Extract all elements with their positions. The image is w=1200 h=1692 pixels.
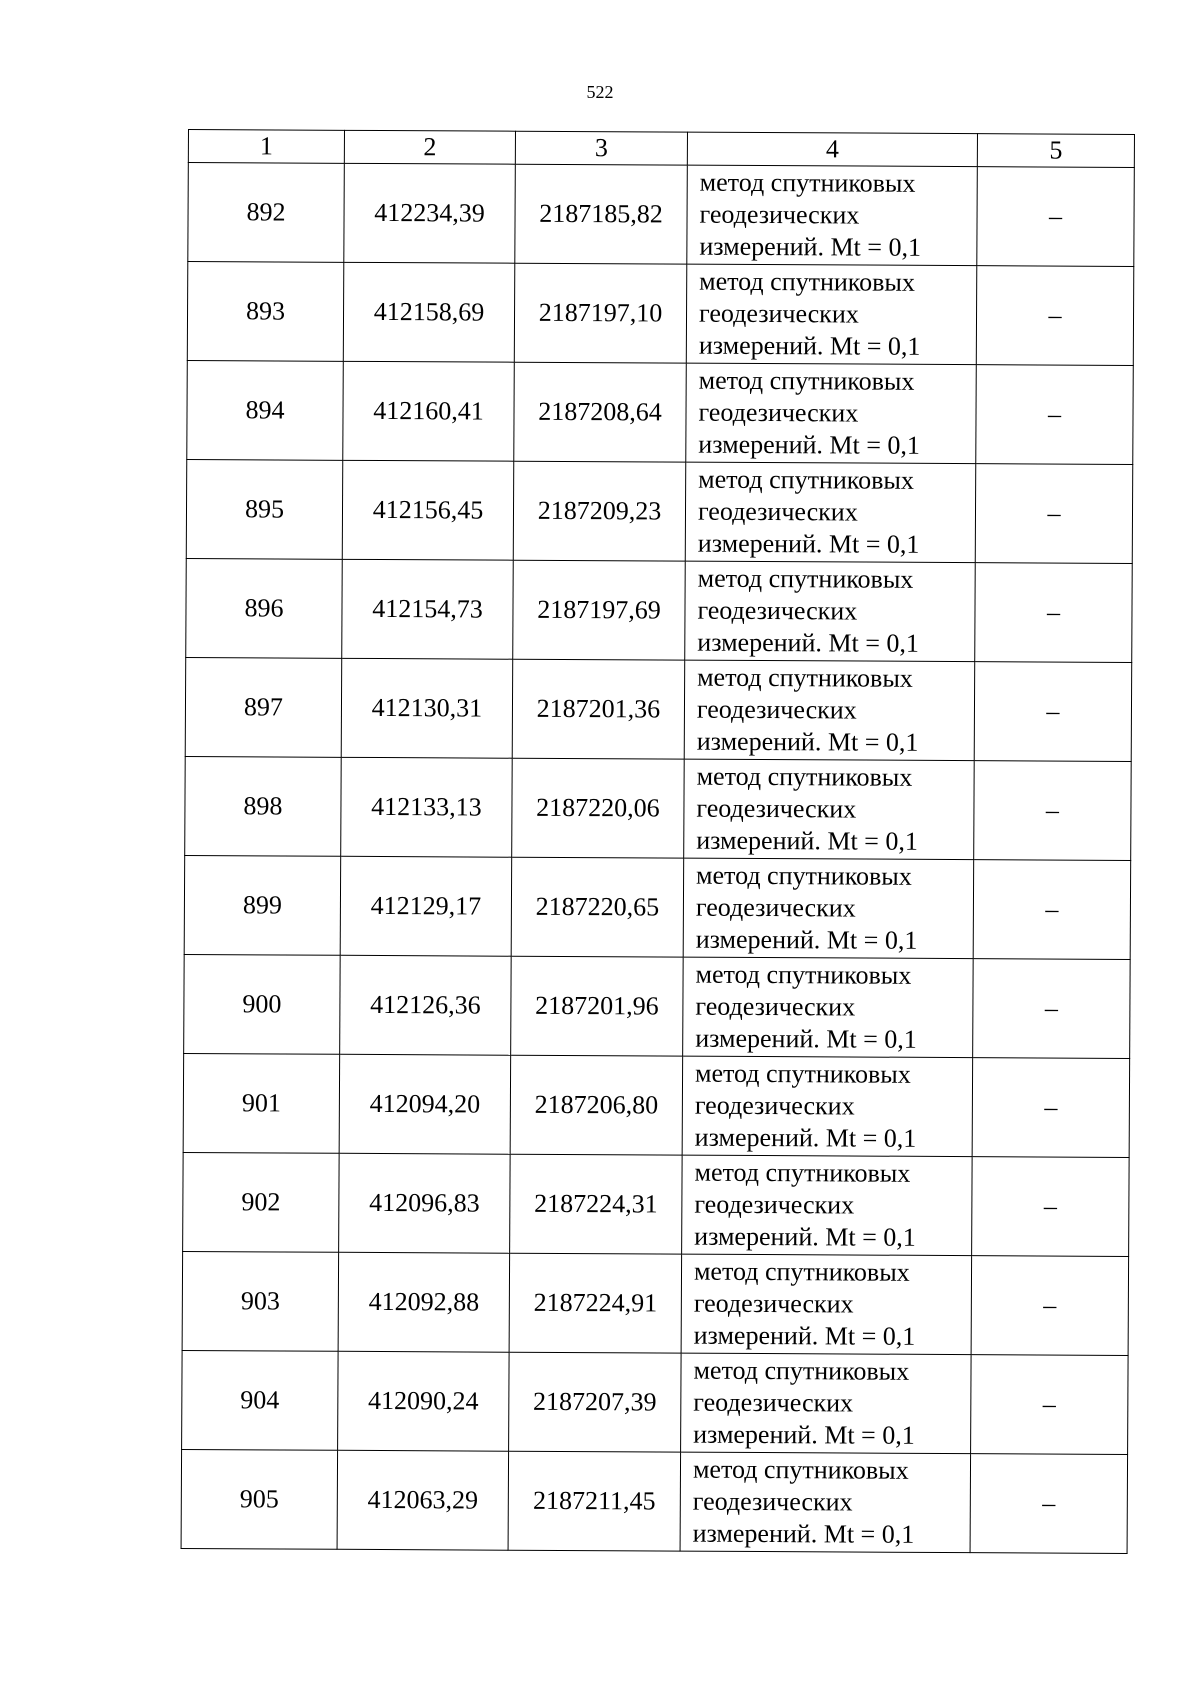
point-number-cell: 905 — [181, 1449, 338, 1549]
x-coordinate-cell: 412126,36 — [340, 955, 512, 1055]
x-coordinate-cell: 412063,29 — [337, 1450, 509, 1550]
method-line: измерений. Mt = 0,1 — [694, 1221, 916, 1252]
x-coordinate-cell: 412092,88 — [338, 1252, 510, 1352]
method-line: измерений. Mt = 0,1 — [698, 330, 921, 361]
method-line: метод спутниковых — [698, 464, 914, 495]
y-coordinate-cell: 2187224,91 — [509, 1253, 682, 1353]
method-line: измерений. Mt = 0,1 — [696, 726, 919, 757]
method-cell — [681, 1254, 972, 1355]
point-number-cell: 894 — [187, 360, 344, 460]
y-coordinate-cell: 2187197,69 — [513, 560, 686, 660]
method-line: измерений. Mt = 0,1 — [693, 1419, 915, 1450]
method-line: геодезических — [692, 1486, 853, 1517]
x-coordinate-cell: 412130,31 — [341, 658, 513, 758]
method-line: измерений. Mt = 0,1 — [697, 627, 920, 658]
x-coordinate-cell: 412129,17 — [340, 856, 512, 956]
method-line: геодезических — [695, 991, 856, 1022]
method-line: метод спутниковых — [695, 959, 912, 990]
note-cell: – — [970, 1454, 1128, 1554]
method-line: метод спутниковых — [699, 167, 916, 198]
x-coordinate-cell: 412234,39 — [344, 163, 516, 263]
note-cell: – — [975, 464, 1133, 564]
y-coordinate-cell: 2187220,65 — [511, 857, 684, 957]
header-row — [188, 130, 1134, 168]
x-coordinate-cell: 412156,45 — [342, 460, 514, 560]
table-row — [188, 163, 1135, 267]
method-line: метод спутниковых — [697, 662, 913, 693]
y-coordinate-cell: 2187197,10 — [514, 263, 687, 363]
point-number-cell: 902 — [183, 1152, 340, 1252]
y-coordinate-cell: 2187211,45 — [508, 1451, 681, 1551]
column-header: 4 — [687, 132, 977, 167]
method-line: геодезических — [699, 199, 860, 230]
point-number-cell: 897 — [185, 657, 342, 757]
method-line: метод спутниковых — [693, 1355, 910, 1386]
note-cell: – — [971, 1355, 1129, 1455]
y-coordinate-cell: 2187201,96 — [511, 956, 684, 1056]
note-cell: – — [975, 563, 1133, 663]
x-coordinate-cell: 412160,41 — [343, 361, 515, 461]
method-line: геодезических — [698, 397, 859, 428]
method-line: геодезических — [696, 694, 857, 725]
y-coordinate-cell: 2187209,23 — [513, 461, 686, 561]
method-line: измерений. Mt = 0,1 — [695, 924, 918, 955]
method-cell — [686, 363, 977, 464]
column-header: 2 — [344, 130, 515, 164]
note-cell: – — [972, 1157, 1130, 1257]
table-row — [183, 1053, 1130, 1157]
method-line: метод спутниковых — [699, 266, 915, 297]
point-number-cell: 892 — [188, 163, 345, 263]
table-row — [185, 756, 1132, 860]
note-cell: – — [976, 266, 1134, 366]
method-line: измерений. Mt = 0,1 — [695, 1023, 917, 1054]
method-cell — [687, 165, 978, 266]
method-line: метод спутниковых — [693, 1256, 910, 1287]
point-number-cell: 904 — [182, 1350, 339, 1450]
note-cell: – — [971, 1256, 1129, 1356]
x-coordinate-cell: 412154,73 — [342, 559, 514, 659]
method-line: измерений. Mt = 0,1 — [693, 1320, 916, 1351]
x-coordinate-cell: 412094,20 — [339, 1054, 511, 1154]
coordinates-table — [181, 129, 1135, 1554]
table-row — [183, 1152, 1130, 1256]
method-line: измерений. Mt = 0,1 — [696, 825, 918, 856]
method-line: измерений. Mt = 0,1 — [699, 231, 922, 262]
y-coordinate-cell: 2187206,80 — [510, 1055, 683, 1155]
x-coordinate-cell: 412133,13 — [341, 757, 513, 857]
table-row — [184, 954, 1131, 1058]
method-cell — [683, 957, 974, 1058]
y-coordinate-cell: 2187220,06 — [512, 758, 685, 858]
note-cell: – — [977, 167, 1135, 267]
method-line: метод спутниковых — [694, 1058, 911, 1089]
method-line: геодезических — [694, 1189, 855, 1220]
method-line: метод спутниковых — [694, 1157, 911, 1188]
method-line: метод спутниковых — [698, 365, 915, 396]
y-coordinate-cell: 2187208,64 — [514, 362, 687, 462]
method-cell — [685, 462, 976, 563]
method-line: геодезических — [696, 793, 857, 824]
method-line: геодезических — [697, 496, 858, 527]
method-cell — [681, 1353, 972, 1454]
point-number-cell: 901 — [183, 1053, 340, 1153]
point-number-cell: 896 — [186, 558, 343, 658]
method-line: метод спутниковых — [692, 1454, 909, 1485]
column-header: 3 — [515, 131, 687, 165]
method-line: метод спутниковых — [697, 563, 914, 594]
y-coordinate-cell: 2187201,36 — [512, 659, 685, 759]
y-coordinate-cell: 2187207,39 — [509, 1352, 682, 1452]
point-number-cell: 898 — [185, 756, 342, 856]
note-cell: – — [973, 860, 1131, 960]
method-cell — [680, 1452, 971, 1553]
method-line: измерений. Mt = 0,1 — [692, 1518, 915, 1549]
method-cell — [684, 759, 975, 860]
table-row — [182, 1251, 1129, 1355]
method-line: метод спутниковых — [696, 761, 913, 792]
table-row — [186, 558, 1133, 662]
point-number-cell: 899 — [184, 855, 341, 955]
table-row — [181, 1449, 1128, 1553]
column-header: 5 — [977, 134, 1134, 168]
method-cell — [682, 1056, 973, 1157]
column-header: 1 — [188, 130, 344, 164]
method-line: геодезических — [698, 298, 859, 329]
table-row — [186, 459, 1133, 563]
table-row — [185, 657, 1132, 761]
point-number-cell: 895 — [186, 459, 343, 559]
page-number: 522 — [586, 82, 614, 102]
note-cell: – — [974, 662, 1132, 762]
point-number-cell: 900 — [184, 954, 341, 1054]
table-row — [184, 855, 1131, 959]
method-line: геодезических — [695, 892, 856, 923]
method-line: измерений. Mt = 0,1 — [694, 1122, 917, 1153]
note-cell: – — [973, 959, 1131, 1059]
note-cell: – — [974, 761, 1132, 861]
note-cell: – — [976, 365, 1134, 465]
table-row — [182, 1350, 1129, 1454]
table-body — [181, 163, 1134, 1554]
table-row — [187, 262, 1134, 366]
x-coordinate-cell: 412096,83 — [339, 1153, 511, 1253]
method-cell — [682, 1155, 973, 1256]
method-cell — [683, 858, 974, 959]
x-coordinate-cell: 412158,69 — [343, 262, 515, 362]
y-coordinate-cell: 2187185,82 — [515, 164, 688, 264]
y-coordinate-cell: 2187224,31 — [510, 1154, 683, 1254]
x-coordinate-cell: 412090,24 — [338, 1351, 510, 1451]
method-line: измерений. Mt = 0,1 — [698, 429, 921, 460]
method-line: измерений. Mt = 0,1 — [697, 528, 920, 559]
method-cell — [685, 561, 976, 662]
point-number-cell: 903 — [182, 1251, 339, 1351]
method-line: геодезических — [697, 595, 858, 626]
table-row — [187, 360, 1134, 464]
point-number-cell: 893 — [187, 262, 344, 362]
method-line: метод спутниковых — [696, 860, 912, 891]
method-cell — [686, 264, 977, 365]
note-cell: – — [972, 1058, 1130, 1158]
method-line: геодезических — [693, 1288, 854, 1319]
method-line: геодезических — [693, 1387, 854, 1418]
method-cell — [684, 660, 975, 761]
method-line: геодезических — [694, 1090, 855, 1121]
